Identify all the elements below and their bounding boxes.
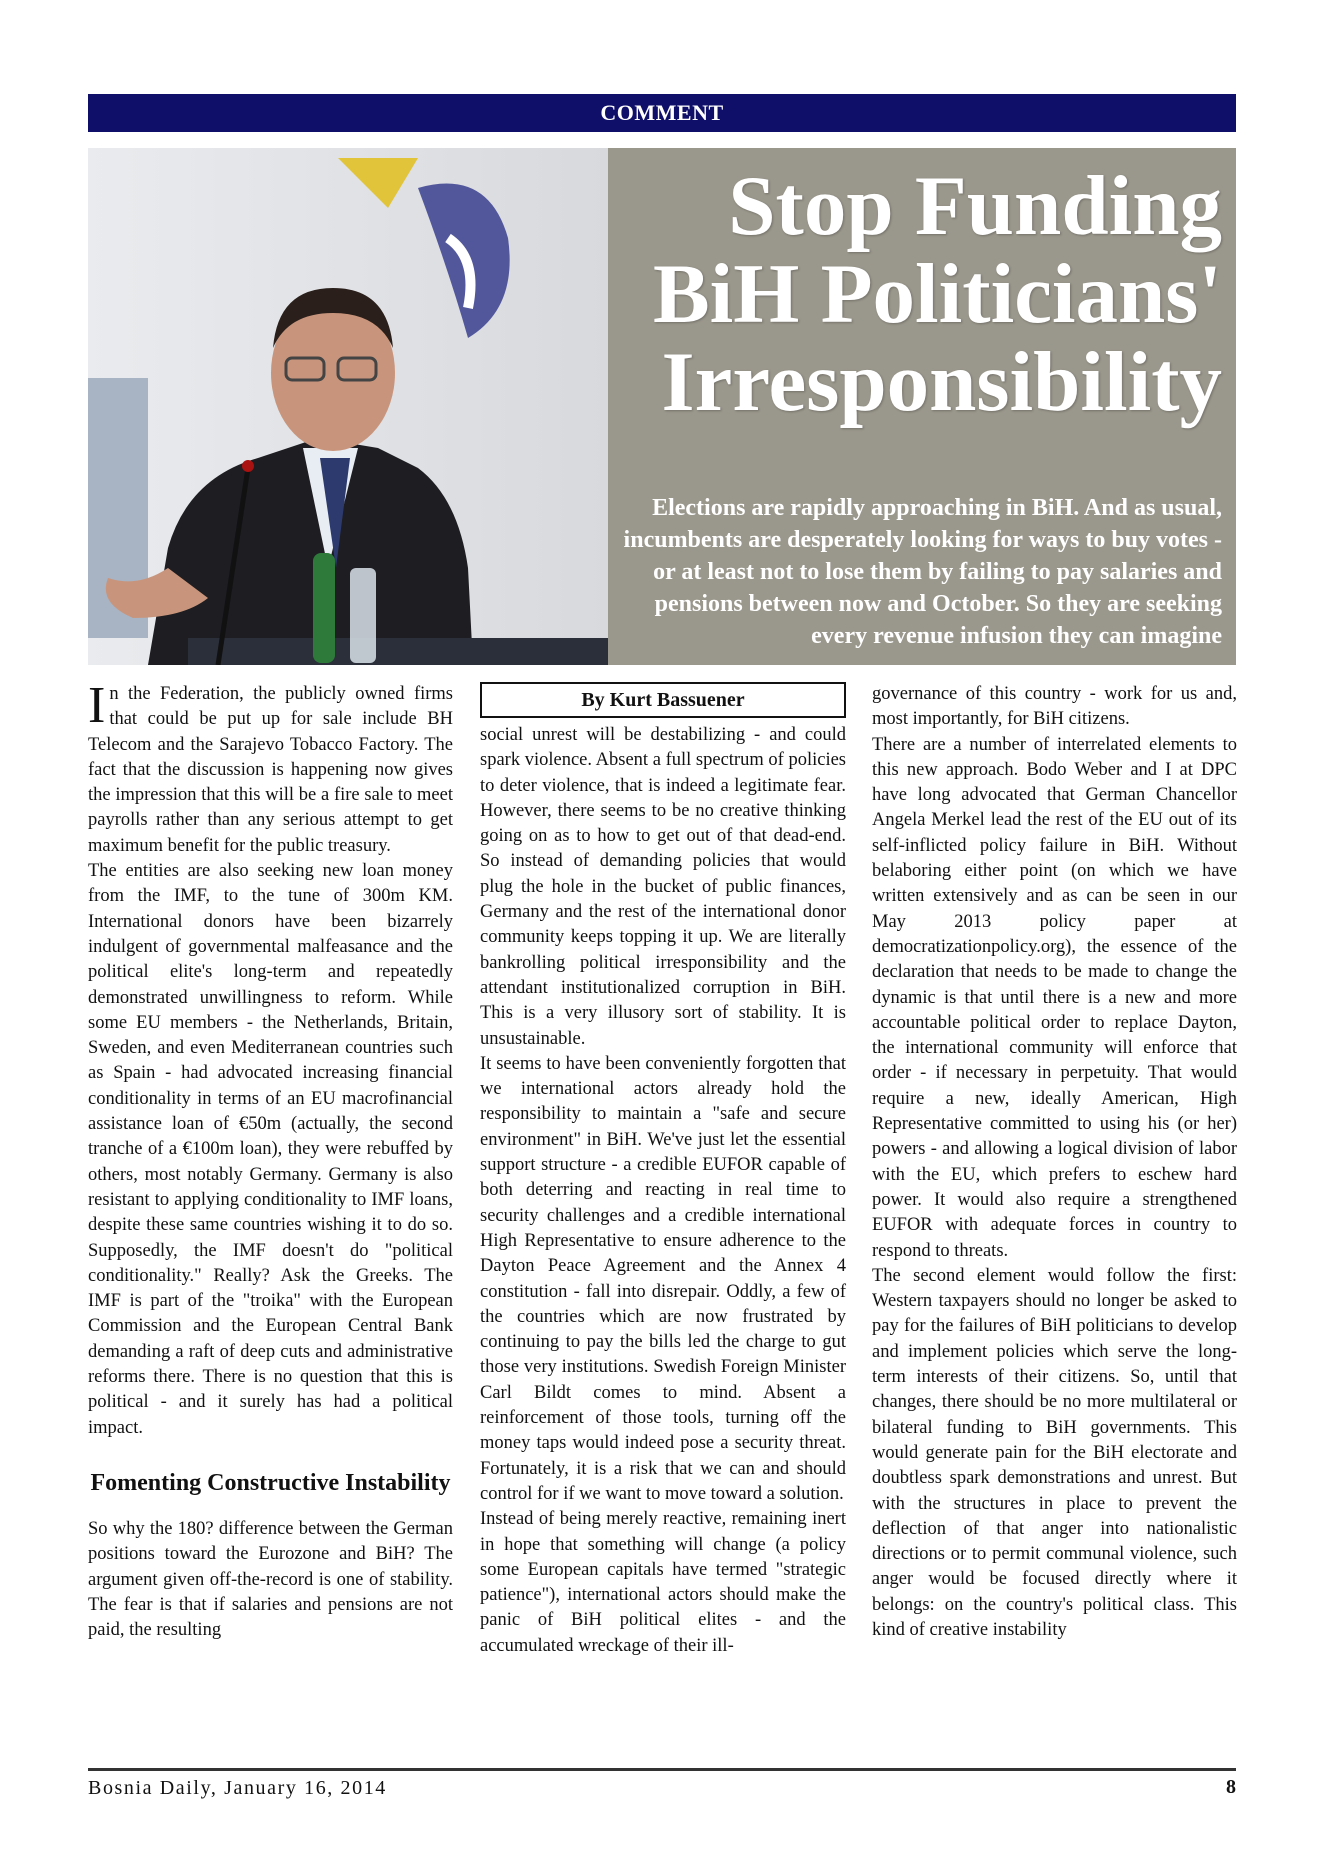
paragraph: It seems to have been conveniently forgotten that we international actors already hold the responsibility to maintain a "safe and secure environment" in BiH. We've just let the essential support structure - a credible EUFOR capable of both deterring and reacting in real time to security challenges and a credible international High Representative to ensure adherence to the Dayton Peace Agreement and the Annex 4 constitution - fall into disrepair. Oddly, a few of the countries which are now frustrated by continuing to pay the bills led the charge to gut those very institutions. Swedish Foreign Minister Carl Bildt comes to mind. Absent a reinforcement of those tools, turning off the money taps would indeed pose a security threat. Fortunately, it is a risk that we can and should control for if we want to move toward a solution.	[480, 1053, 846, 1504]
page-number: 8	[1226, 1776, 1236, 1798]
column-3	[872, 682, 1237, 1643]
deck-line: pensions between now and October. So they are seeking	[654, 591, 1222, 617]
paragraph: Instead of being merely reactive, remaining inert in hope that something will change (a policy some European capitals have termed "strategic patience"), international actors should make the panic of BiH political elites - and the accumulated wreckage of their ill-	[480, 1509, 846, 1656]
subheading: Fomenting Constructive Instability	[90, 1469, 451, 1496]
deck-line: incumbents are desperately looking for ways to buy votes -	[623, 527, 1222, 553]
deck-line: every revenue infusion they can imagine	[811, 623, 1222, 649]
column-1	[88, 677, 453, 1643]
deck-summary	[522, 492, 1222, 652]
paragraph: governance of this country - work for us and, most importantly, for BiH citizens.	[872, 684, 1237, 730]
paragraph	[88, 677, 453, 859]
paragraph: The entities are also seeking new loan money from the IMF, to the tune of 300m KM. International donors have been bizarrely indulgent of governmental malfeasance and the political elite's long-term and repeatedly demonstrated unwillingness to reform. While some EU members - the Netherlands, Britain, Sweden, and even Mediterranean countries such as Spain - had advocated increasing financial conditionality in terms of an EU macrofinancial assistance loan of €50m (actually, the second tranche of a €100m loan), they were rebuffed by others, most notably Germany. Germany is also resistant to applying conditionality to IMF loans, despite these same countries wishing it to do so. Supposedly, the IMF doesn't do "political conditionality." Really? Ask the Greeks. The IMF is part of the "troika" with the European Commission and the European Central Bank demanding a raft of deep cuts and administrative reforms there. There is no question that this is political - and it surely has had a political impact.	[88, 861, 453, 1438]
headline	[582, 159, 1222, 429]
drop-cap: I	[88, 677, 106, 734]
paragraph: There are a number of interrelated elements to this new approach. Bodo Weber and I at DPC have long advocated that German Chancellor Angela Merkel lead the rest of the EU out of its self-inflicted policy failure in BiH. Without belaboring either point (on which we have written extensively and as can be seen in our May 2013 policy paper at democratizationpolicy.org), the essence of the declaration that needs to be made to change the dynamic is that until there is a new and more accountable political order to replace Dayton, the international community will enforce that order - if necessary in perpetuity. That would require a new, ideally American, High Representative committed to using his (or her) powers - and allowing a logical division of labor with the EU, which prefers to eschew hard power. It would also require a strengthened EUFOR with adequate forces in country to respond to threats.	[872, 734, 1237, 1261]
deck-line: or at least not to lose them by failing to pay salaries and	[653, 559, 1222, 585]
paragraph: So why the 180? difference between the German positions toward the Eurozone and BiH? The argument given off-the-record is one of stability. The fear is that if salaries and pensions are not paid, the resulting	[88, 1518, 453, 1641]
paragraph-text: n the Federation, the publicly owned firms that could be put up for sale include BH Telecom and the Sarajevo Tobacco Factory. The fact that the discussion is happening now gives the impression that this will be a fire sale to meet payrolls rather than any serious attempt to get maximum benefit for the public treasury.	[88, 684, 453, 856]
headline-line: Stop Funding	[728, 159, 1222, 253]
deck-line: Elections are rapidly approaching in BiH. And as usual,	[652, 495, 1222, 521]
section-label: COMMENT	[88, 94, 1236, 132]
paragraph: The second element would follow the first: Western taxpayers should no longer be asked to pay for the failures of BiH politicians to develop and implement policies which serve the long-term interests of their citizens. So, until that changes, there should be no more multilateral or bilateral funding to BiH governments. This would generate pain for the BiH electorate and doubtless spark demonstrations and unrest. But with the structures in place to prevent the deflection of that anger into nationalistic directions or to permit communal violence, such anger would be focused directly where it belongs: on the country's political class. This kind of creative instability	[872, 1265, 1237, 1640]
hero-banner	[88, 148, 1236, 665]
footer-divider	[88, 1768, 1236, 1771]
column-2	[480, 682, 846, 1659]
headline-line: Irresponsibility	[661, 335, 1222, 429]
headline-line: BiH Politicians'	[652, 247, 1222, 341]
footer-publication: Bosnia Daily, January 16, 2014	[88, 1777, 387, 1799]
paragraph: social unrest will be destabilizing - and could spark violence. Absent a full spectrum of policies to deter violence, that is indeed a legitimate fear. However, there seems to be no creative thinking going on as to how to get out of that dead-end. So instead of demanding policies that would plug the hole in the bucket of public finances, Germany and the rest of the international donor community keeps topping it up. We are literally bankrolling political irresponsibility and the attendant institutionalized corruption in BiH. This is a very illusory sort of stability. It is unsustainable.	[480, 725, 846, 1049]
byline: By Kurt Bassuener	[480, 682, 846, 718]
